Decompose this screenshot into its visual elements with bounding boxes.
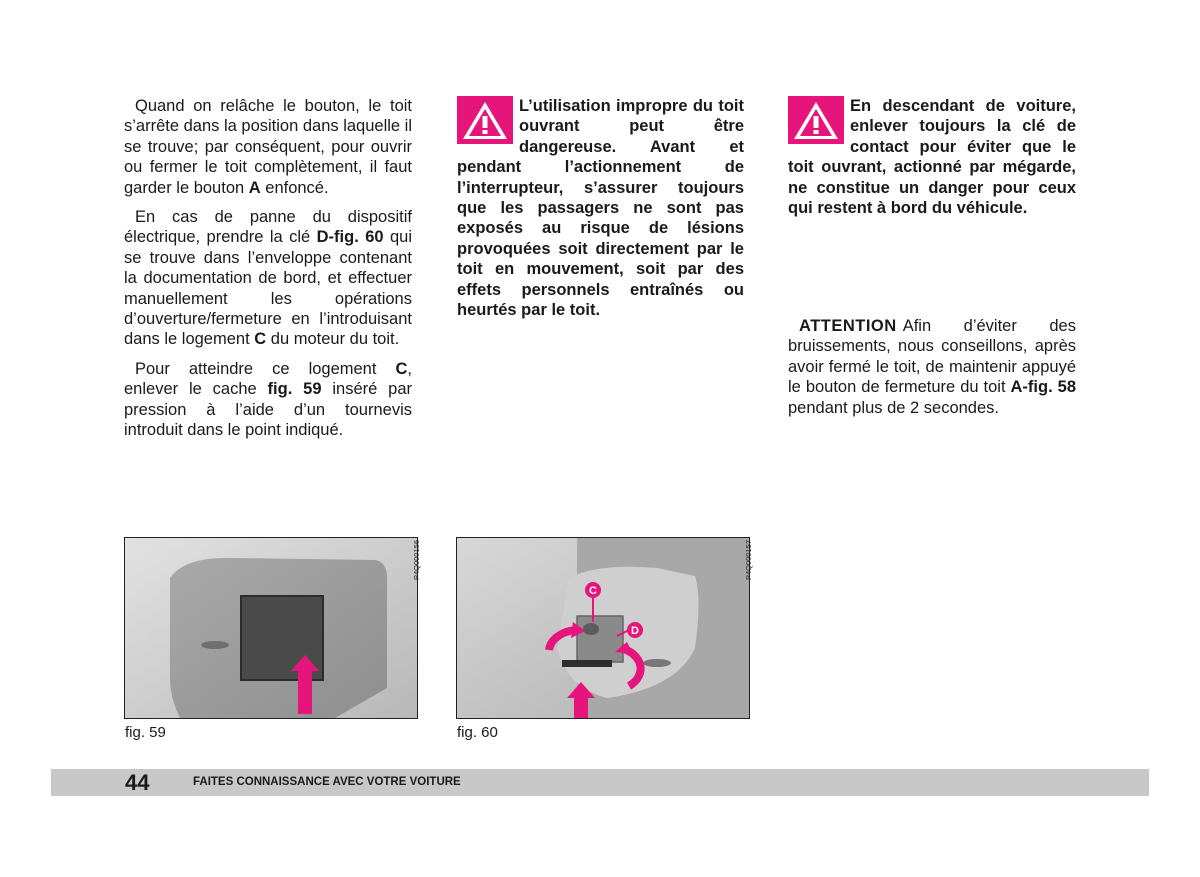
- attention-note: ATTENTION Afin d’éviter des bruissements, nous conseillons, après avoir fermé le toit, de maintenir appuyé le bouton de fermeture du toit A-fig. 58 pendant plus de 2 secondes.: [788, 317, 1077, 417]
- page-footer: [51, 769, 1149, 796]
- attention-label: ATTENTION: [799, 317, 897, 335]
- paragraph-2: En cas de panne du dispositif électrique, prendre la clé D-fig. 60 qui se trouve dans l’enveloppe contenant la documentation de bord, et effectuer manuellement les opérations d’ouverture/fermeture en l’introduisant dans le logement C du moteur du toit.: [124, 208, 413, 349]
- figure-60-caption: fig. 60: [457, 724, 498, 741]
- text-column-3: [788, 96, 1076, 218]
- text-column-1: [124, 96, 412, 450]
- figure-59-code: P4Q000156: [412, 540, 421, 581]
- figure-60-label-c: C: [589, 585, 597, 597]
- warning-block-1: [457, 96, 744, 320]
- warning-block-2: [788, 96, 1076, 218]
- paragraph-1: Quand on relâche le bouton, le toit s’arrête dans la position dans laquelle il se trouve; par conséquent, pour ouvrir ou fermer le toit complètement, il faut garder le bouton A enfoncé.: [124, 97, 413, 197]
- figure-60-label-d: D: [631, 625, 639, 637]
- figure-59-image: [124, 537, 418, 719]
- warning-text-2: En descendant de voiture, enlever toujours la clé de contact pour éviter que le toit ouvrant, actionné par mégarde, ne constitue un danger pour ceux qui restent à bord du véhicule.: [788, 97, 1076, 218]
- figure-60-code: P4Q000157: [744, 540, 753, 581]
- figure-59-caption: fig. 59: [125, 724, 166, 741]
- warning-text-1: L’utilisation impropre du toit ouvrant peut être dangereuse. Avant et pendant l’actionnement de l’interrupteur, s’assurer toujours que les passagers ne sont pas exposés au risque de lésions provoquées soit directement par le toit en mouvement, soit par des effets personnels entraînés ou heurtés par le toit.: [457, 97, 744, 320]
- warning-triangle-icon: [457, 96, 513, 144]
- page-number: 44: [125, 770, 150, 795]
- figure-60-image: [456, 537, 750, 719]
- warning-triangle-icon: [788, 96, 844, 144]
- section-title: FAITES CONNAISSANCE AVEC VOTRE VOITURE: [193, 776, 461, 788]
- paragraph-3: Pour atteindre ce logement C, enlever le cache fig. 59 inséré par pression à l’aide d’un tournevis introduit dans le point indiqué.: [124, 359, 412, 440]
